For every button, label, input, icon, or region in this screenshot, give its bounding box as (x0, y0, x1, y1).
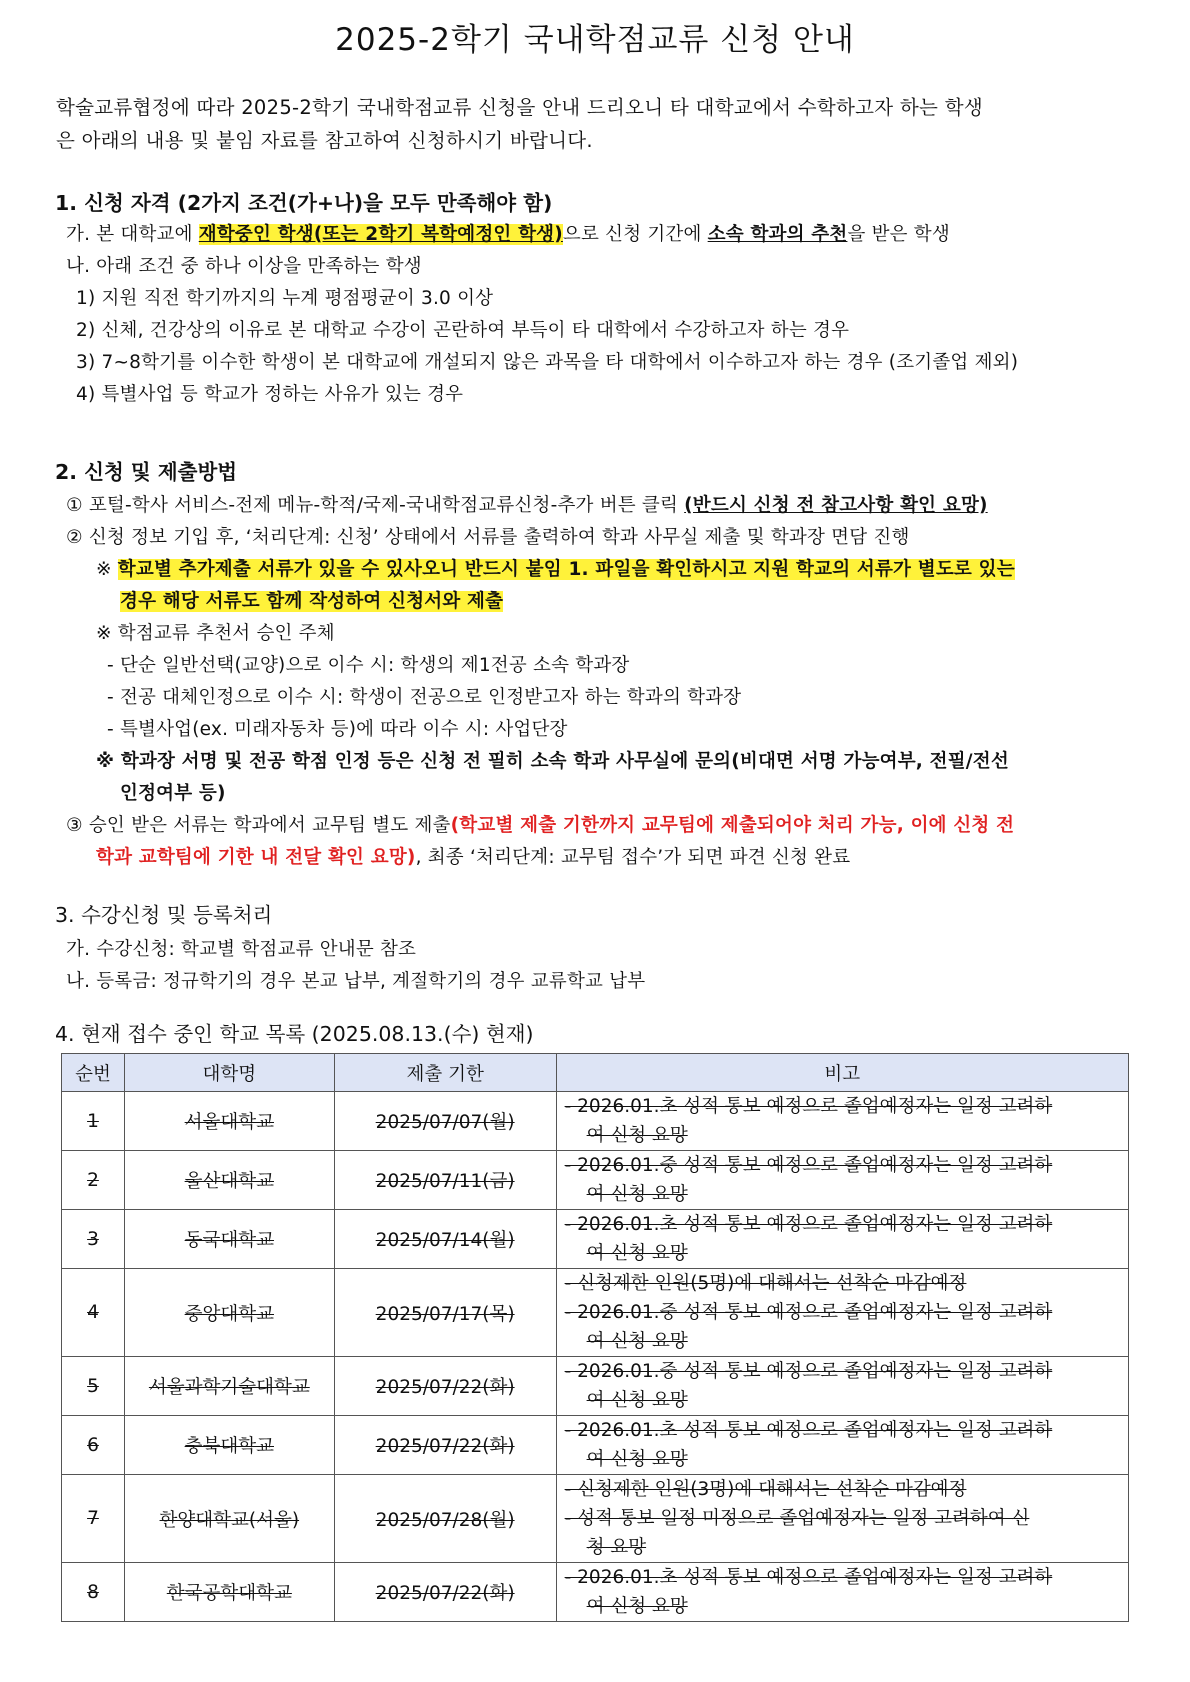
row-number: 2 (62, 1151, 125, 1210)
note-item: - 2026.01.초 성적 통보 예정으로 졸업예정자는 일정 고려하 (564, 1096, 1053, 1117)
row-deadline: 2025/07/11(금) (334, 1151, 556, 1210)
ga-suffix: 을 받은 학생 (847, 224, 950, 245)
row-school-name: 중앙대학교 (124, 1269, 334, 1357)
section-4-heading: 4. 현재 접수 중인 학교 목록 (2025.08.13.(수) 현재) (55, 1022, 534, 1046)
col-header-school: 대학명 (124, 1054, 334, 1092)
table-row (62, 1092, 1129, 1151)
note-item-cont: 여 신청 요망 (586, 1449, 688, 1470)
row-notes (556, 1210, 1128, 1269)
ga-prefix: 가. 본 대학교에 (66, 224, 199, 245)
page-title: 2025-2학기 국내학점교류 신청 안내 (335, 22, 855, 58)
ga-highlight: 재학중인 학생(또는 2학기 복학예정인 학생) (198, 224, 563, 245)
row-deadline: 2025/07/22(화) (334, 1357, 556, 1416)
row-number: 8 (62, 1563, 125, 1622)
step-3 (66, 811, 1014, 837)
step-3-suffix: , 최종 ‘처리단계: 교무팀 접수’가 되면 파견 신청 완료 (415, 847, 851, 868)
note-3-cont: 인정여부 등) (120, 783, 226, 804)
note-item: - 신청제한 인원(3명)에 대해서는 선착순 마감예정 (564, 1479, 967, 1500)
row-notes (556, 1357, 1128, 1416)
row-deadline: 2025/07/22(화) (334, 1416, 556, 1475)
intro-paragraph (56, 91, 1136, 157)
row-school-name: 한국공학대학교 (124, 1563, 334, 1622)
table-row (62, 1563, 1129, 1622)
section-3-item-ga: 가. 수강신청: 학교별 학점교류 안내문 참조 (66, 939, 417, 960)
table-row (62, 1357, 1129, 1416)
note-1-highlight-1: 학교별 추가제출 서류가 있을 수 있사오니 반드시 붙임 1. 파일을 확인하시고 지원 학교의 서류가 별도로 있는 (117, 559, 1015, 580)
condition-4: 4) 특별사업 등 학교가 정하는 사유가 있는 경우 (76, 384, 464, 405)
note-1-highlight-2: 경우 해당 서류도 함께 작성하여 신청서와 제출 (120, 591, 504, 612)
section-1-heading: 1. 신청 자격 (2가지 조건(가+나)을 모두 만족해야 함) (55, 191, 553, 215)
step-3-red-2: 학과 교학팀에 기한 내 전달 확인 요망) (96, 847, 416, 868)
row-school-name: 충북대학교 (124, 1416, 334, 1475)
col-header-no: 순번 (62, 1054, 125, 1092)
note-item-cont: 청 요망 (586, 1537, 647, 1558)
school-list-table (61, 1053, 1129, 1622)
step-1-bold: (반드시 신청 전 참고사항 확인 요망) (684, 495, 988, 516)
row-school-name: 울산대학교 (124, 1151, 334, 1210)
table-row (62, 1151, 1129, 1210)
row-school-name: 한양대학교(서울) (124, 1475, 334, 1563)
row-number: 4 (62, 1269, 125, 1357)
row-number: 1 (62, 1092, 125, 1151)
step-2: ② 신청 정보 기입 후, ‘처리단계: 신청’ 상태에서 서류를 출력하여 학과 사무실 제출 및 학과장 면담 진행 (66, 527, 910, 548)
row-number: 7 (62, 1475, 125, 1563)
condition-2: 2) 신체, 건강상의 이유로 본 대학교 수강이 곤란하여 부득이 타 대학에서 수강하고자 하는 경우 (76, 320, 850, 341)
note-item: - 2026.01.초 성적 통보 예정으로 졸업예정자는 일정 고려하 (564, 1214, 1053, 1235)
row-deadline: 2025/07/14(월) (334, 1210, 556, 1269)
note-item: - 2026.01.초 성적 통보 예정으로 졸업예정자는 일정 고려하 (564, 1567, 1053, 1588)
table-row (62, 1210, 1129, 1269)
table-header-row (62, 1054, 1129, 1092)
note-item-cont: 여 신청 요망 (586, 1331, 688, 1352)
note-item-cont: 여 신청 요망 (586, 1184, 688, 1205)
ga-mid: 으로 신청 기간에 (562, 224, 708, 245)
step-1 (66, 491, 988, 517)
note-1 (96, 555, 1015, 581)
step-3-red-1: (학교별 제출 기한까지 교무팀에 제출되어야 처리 가능, 이에 신청 전 (450, 815, 1015, 836)
row-notes (556, 1563, 1128, 1622)
ga-underline: 소속 학과의 추천 (707, 224, 848, 245)
row-number: 6 (62, 1416, 125, 1475)
table-row (62, 1269, 1129, 1357)
section-3-heading: 3. 수강신청 및 등록처리 (55, 903, 273, 927)
intro-line-2: 은 아래의 내용 및 붙임 자료를 참고하여 신청하시기 바랍니다. (56, 129, 593, 152)
note-item-cont: 여 신청 요망 (586, 1390, 688, 1411)
step-3-text: ③ 승인 받은 서류는 학과에서 교무팀 별도 제출 (66, 815, 451, 836)
note-item: - 2026.01.중 성적 통보 예정으로 졸업예정자는 일정 고려하 (564, 1302, 1053, 1323)
row-school-name: 서울과학기술대학교 (124, 1357, 334, 1416)
row-deadline: 2025/07/17(목) (334, 1269, 556, 1357)
row-notes (556, 1269, 1128, 1357)
note-item: - 2026.01.중 성적 통보 예정으로 졸업예정자는 일정 고려하 (564, 1155, 1053, 1176)
row-notes (556, 1151, 1128, 1210)
row-number: 3 (62, 1210, 125, 1269)
section-2-heading: 2. 신청 및 제출방법 (55, 460, 238, 484)
condition-3: 3) 7~8학기를 이수한 학생이 본 대학교에 개설되지 않은 과목을 타 대학에서 이수하고자 하는 경우 (조기졸업 제외) (76, 352, 1019, 373)
note-1-cont (120, 587, 503, 613)
note-2: ※ 학점교류 추천서 승인 주체 (96, 623, 335, 644)
condition-1: 1) 지원 직전 학기까지의 누계 평점평균이 3.0 이상 (76, 288, 494, 309)
table-row (62, 1475, 1129, 1563)
note-item-cont: 여 신청 요망 (586, 1596, 688, 1617)
table-row (62, 1416, 1129, 1475)
section-3-item-na: 나. 등록금: 정규학기의 경우 본교 납부, 계절학기의 경우 교류학교 납부 (66, 971, 646, 992)
note-item: - 2026.01.초 성적 통보 예정으로 졸업예정자는 일정 고려하 (564, 1420, 1053, 1441)
row-number: 5 (62, 1357, 125, 1416)
note-3: ※ 학과장 서명 및 전공 학점 인정 등은 신청 전 필히 소속 학과 사무실에 문의(비대면 서명 가능여부, 전필/전선 (96, 751, 1009, 772)
note-item-cont: 여 신청 요망 (586, 1243, 688, 1264)
step-3-cont (96, 843, 850, 869)
row-deadline: 2025/07/07(월) (334, 1092, 556, 1151)
row-deadline: 2025/07/28(월) (334, 1475, 556, 1563)
intro-line-1: 학술교류협정에 따라 2025-2학기 국내학점교류 신청을 안내 드리오니 타 대학교에서 수학하고자 하는 학생 (56, 96, 983, 119)
note-1-mark: ※ (96, 559, 118, 580)
note-item-cont: 여 신청 요망 (586, 1125, 688, 1146)
row-school-name: 서울대학교 (124, 1092, 334, 1151)
col-header-deadline: 제출 기한 (334, 1054, 556, 1092)
col-header-notes: 비고 (556, 1054, 1128, 1092)
row-notes (556, 1092, 1128, 1151)
approver-1: - 단순 일반선택(교양)으로 이수 시: 학생의 제1전공 소속 학과장 (107, 655, 630, 676)
approver-2: - 전공 대체인정으로 이수 시: 학생이 전공으로 인정받고자 하는 학과의 학과장 (107, 687, 742, 708)
note-item: - 성적 통보 일정 미정으로 졸업예정자는 일정 고려하여 신 (564, 1508, 1030, 1529)
row-school-name: 동국대학교 (124, 1210, 334, 1269)
approver-3: - 특별사업(ex. 미래자동차 등)에 따라 이수 시: 사업단장 (107, 719, 568, 740)
note-item: - 2026.01.중 성적 통보 예정으로 졸업예정자는 일정 고려하 (564, 1361, 1053, 1382)
section-1-item-na: 나. 아래 조건 중 하나 이상을 만족하는 학생 (66, 256, 422, 277)
row-deadline: 2025/07/22(화) (334, 1563, 556, 1622)
step-1-text: ① 포털-학사 서비스-전제 메뉴-학적/국제-국내학점교류신청-추가 버튼 클릭 (66, 495, 685, 516)
note-item: - 신청제한 인원(5명)에 대해서는 선착순 마감예정 (564, 1273, 967, 1294)
row-notes (556, 1416, 1128, 1475)
row-notes (556, 1475, 1128, 1563)
section-1-item-ga (66, 220, 950, 246)
